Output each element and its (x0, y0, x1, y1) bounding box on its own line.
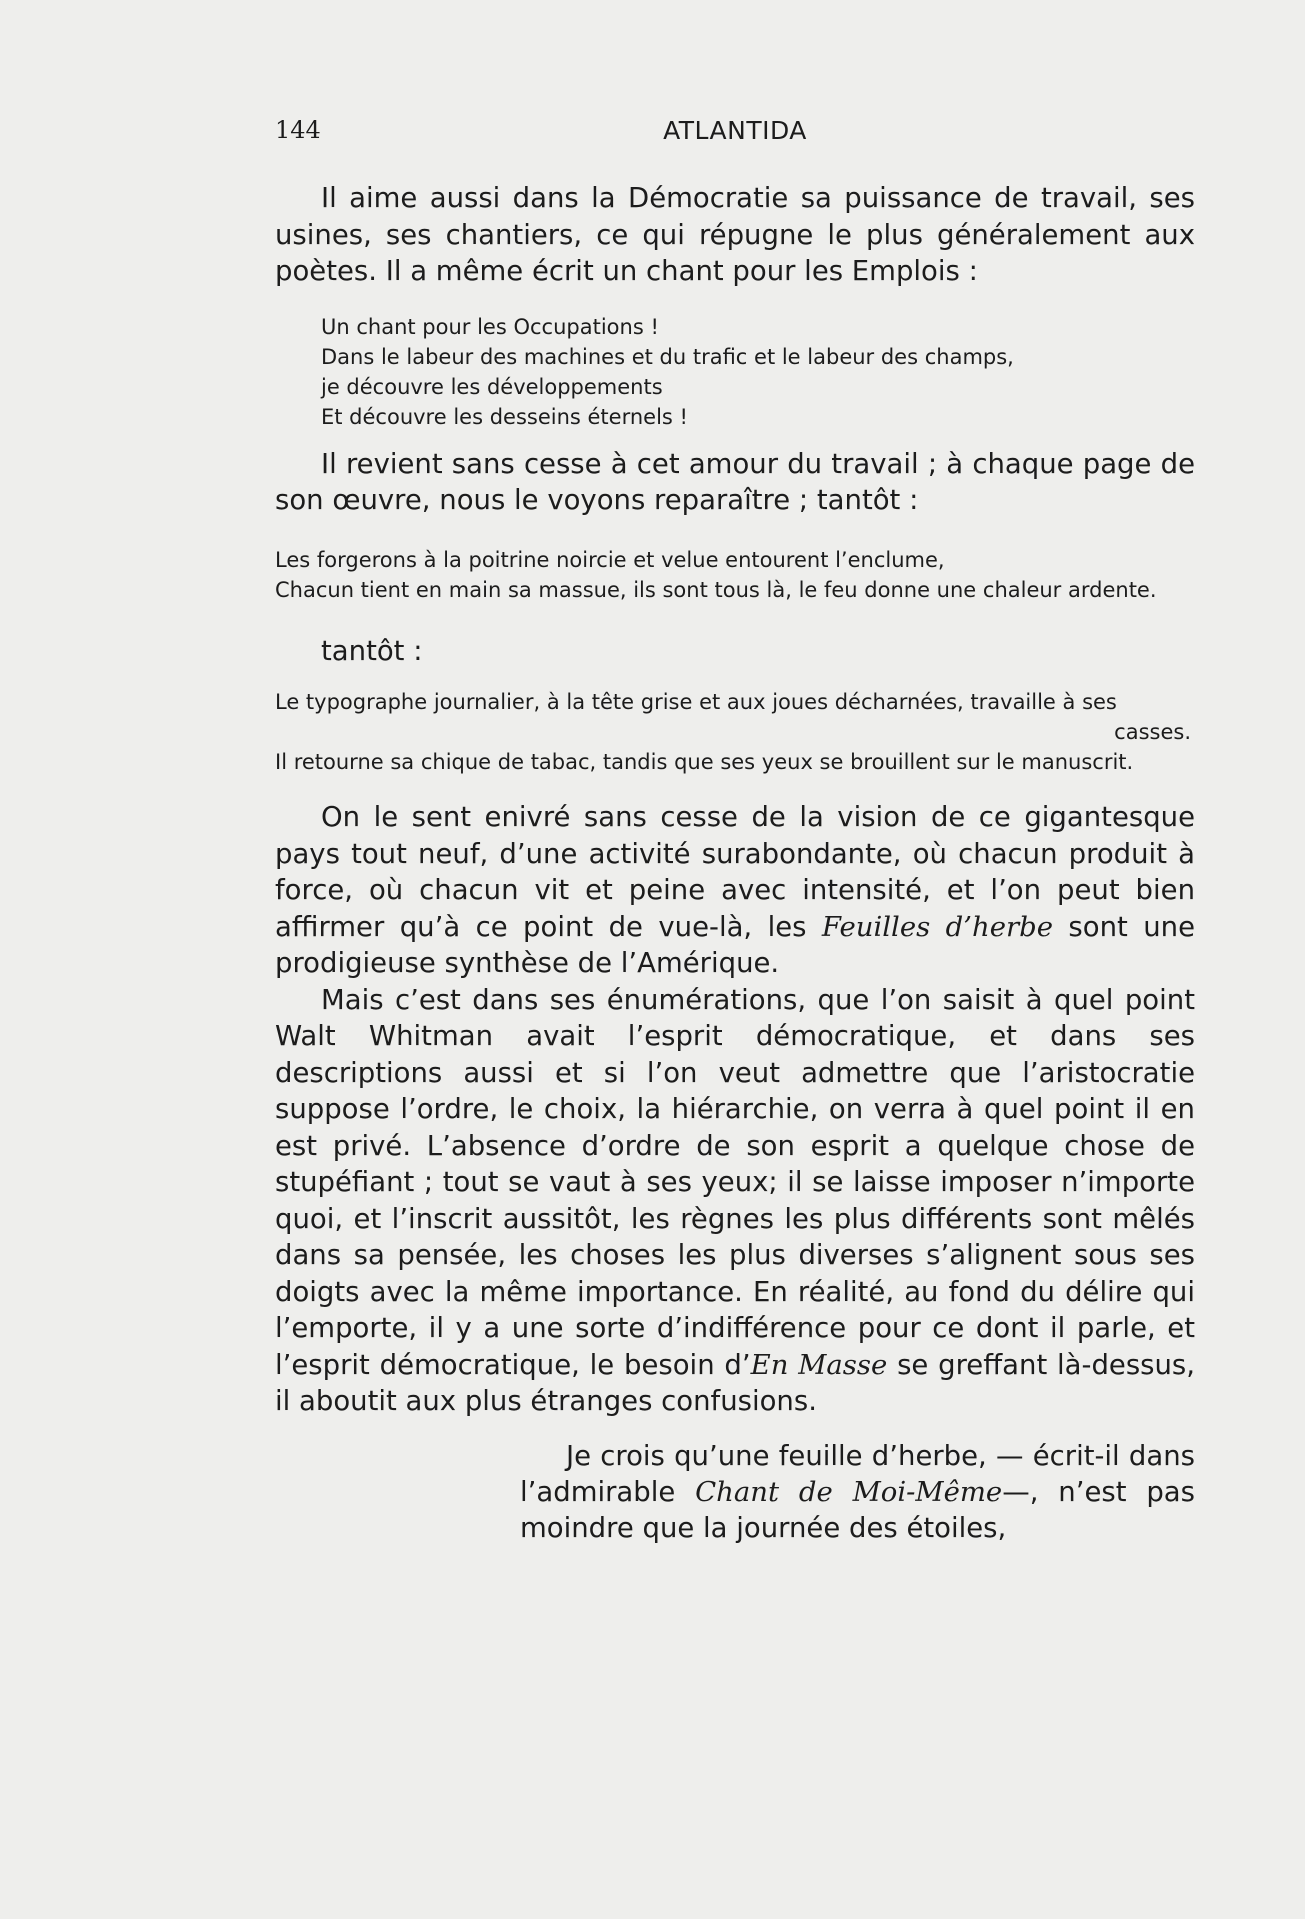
poem-title-italic: Chant de Moi-Même (695, 1475, 1003, 1508)
paragraph-work: Il aime aussi dans la Démocratie sa puissance de travail, ses usines, ses chantiers, ce qui répugne le plus généralement aux poètes. Il a même écrit un chant pour les Emplois : (275, 182, 1195, 287)
running-title: ATLANTIDA (663, 116, 807, 145)
paragraph-text: sont une prodigieuse synthèse de l’Amérique. (275, 910, 1195, 979)
verse-line: Chacun tient en main sa massue, ils sont tous là, le feu donne une chaleur ardente. (275, 577, 1157, 602)
book-title-italic: Feuilles d’herbe (821, 910, 1054, 943)
verse-line: Et découvre les desseins éternels ! (321, 404, 688, 429)
verse-forgerons (275, 545, 1195, 605)
verse-line: Il retourne sa chique de tabac, tandis que ses yeux se brouillent sur le manuscrit. (275, 750, 1134, 774)
verse-line: Les forgerons à la poitrine noircie et velue entourent l’enclume, (275, 547, 945, 572)
verse-line: Dans le labeur des machines et du trafic et le labeur des champs, (321, 344, 1014, 369)
page-header (275, 116, 1195, 152)
paragraph-enumerations (275, 982, 1195, 1420)
quote-feuille-herbe (520, 1438, 1195, 1546)
paragraph-tantot: tantôt : (321, 634, 423, 667)
verse-typographe (275, 687, 1195, 777)
verse-line-continuation: casses. (1114, 720, 1191, 744)
page-number: 144 (275, 116, 321, 144)
verse-line: Le typographe journalier, à la tête grise et aux joues décharnées, travaille à ses (275, 690, 1117, 714)
phrase-italic: En Masse (750, 1348, 888, 1381)
verse-occupations (275, 312, 1195, 432)
paragraph-text: se greffant là-dessus, il aboutit aux plus étranges confusions. (275, 1348, 1195, 1417)
verse-line: Un chant pour les Occupations ! (321, 314, 659, 339)
verse-line: je découvre les développements (321, 374, 663, 399)
paragraph-text: Je crois qu’une feuille d’herbe, — écrit-il dans l’admirable (520, 1439, 1195, 1508)
paragraph-text: On le sent enivré sans cesse de la vision de ce gigantesque pays tout neuf, d’une activité surabondante, où chacun produit à force, où chacun vit et peine avec intensité, et l’on peut bien affirmer qu’à ce point de vue-là, les (275, 801, 1195, 943)
paragraph-amour-travail: Il revient sans cesse à cet amour du travail ; à chaque page de son œuvre, nous le voyons reparaître ; tantôt : (275, 447, 1195, 516)
paragraph-amerique (275, 799, 1195, 982)
paragraph-text: —, n’est pas moindre que la journée des étoiles, (520, 1475, 1195, 1544)
page-body (275, 180, 1195, 1573)
paragraph-text: Mais c’est dans ses énumérations, que l’on saisit à quel point Walt Whitman avait l’esprit démocratique, et dans ses descriptions aussi et si l’on veut admettre que l’aristocratie suppose l’ordre, le choix, la hiérarchie, on verra à quel point il en est privé. L’absence d’ordre de son esprit a quelque chose de stupéfiant ; tout se vaut à ses yeux; il se laisse imposer n’importe quoi, et l’inscrit aussitôt, les règnes les plus différents sont mêlés dans sa pensée, les choses les plus diverses s’alignent sous ses doigts avec la même importance. En réalité, au fond du délire qui l’emporte, il y a une sorte d’indifférence pour ce dont il parle, et l’esprit démocratique, le besoin d’ (275, 983, 1195, 1381)
